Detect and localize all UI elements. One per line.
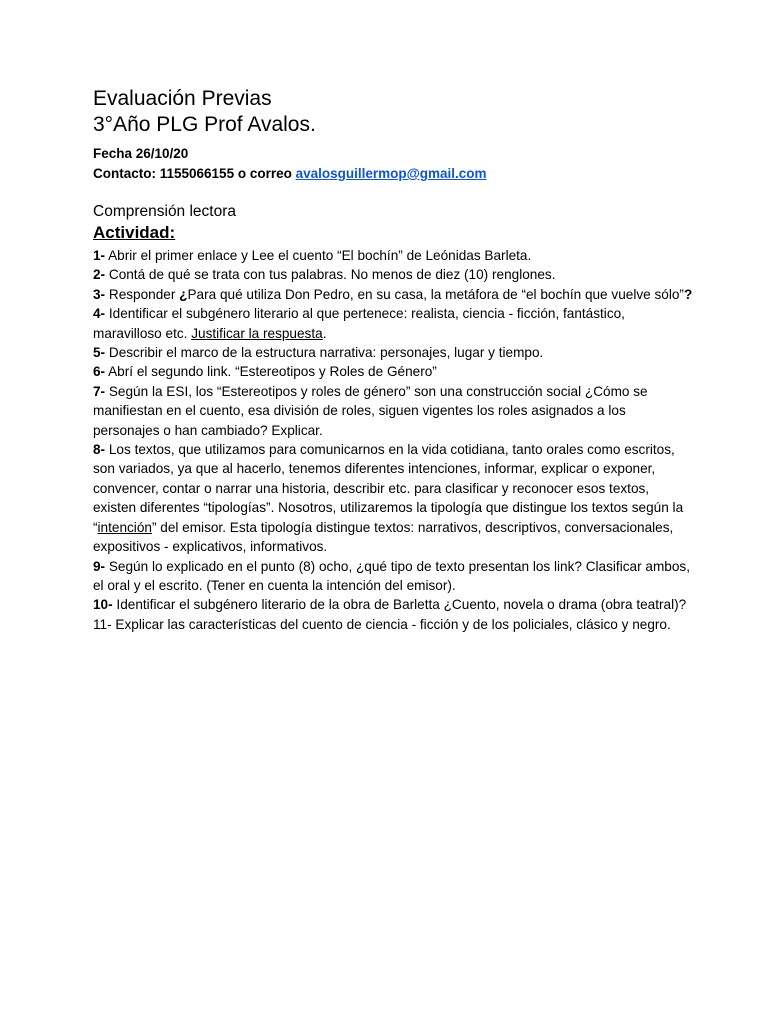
- activity-item-1: [93, 246, 693, 265]
- date-line: Fecha 26/10/20: [93, 146, 189, 161]
- item-text: Abrí el segundo link. “Estereotipos y Roles de Género”: [105, 364, 437, 380]
- activity-item-8: [93, 440, 693, 556]
- activity-item-4: [93, 304, 693, 343]
- contact-email-link[interactable]: avalosguillermop@gmail.com: [295, 166, 487, 181]
- item-text: Describir el marco de la estructura narrativa: personajes, lugar y tiempo.: [105, 345, 544, 361]
- item-number: 2-: [93, 267, 106, 283]
- item-text: Los textos, que utilizamos para comunicarnos en la vida cotidiana, tanto orales como escritos, son variados, ya que al hacerlo, tenemos diferentes intenciones, informar, explicar o exponer, convencer, contar o narrar una historia, describir etc. para clasificar y reconocer esos textos, existen diferentes “tipologías”. Nosotros, utilizaremos la tipología que distingue los textos según la “: [93, 442, 684, 535]
- item-text-end: .: [322, 325, 327, 341]
- item-underlined-text: Justificar la respuesta: [191, 325, 323, 341]
- item-number: 5-: [93, 345, 106, 361]
- item-text: Identificar el subgénero literario de la obra de Barletta ¿Cuento, novela o drama (obra teatral)?: [112, 597, 687, 613]
- item-number: 1-: [93, 248, 106, 263]
- contact-line: [93, 164, 693, 184]
- item-number: 7-: [93, 383, 106, 399]
- item-text-pre: Responder: [105, 286, 180, 302]
- section-title: Actividad:: [93, 223, 176, 242]
- document-subtitle: 3°Año PLG Prof Avalos.: [93, 113, 316, 136]
- item-number: 6-: [93, 364, 106, 380]
- item-text: Contá de qué se trata con tus palabras. No menos de diez (10) renglones.: [105, 267, 556, 283]
- activity-item-10: [93, 595, 693, 614]
- item-text: Identificar el subgénero literario al que pertenece: realista, ciencia - ficción, fantástico, maravilloso etc.: [93, 306, 625, 341]
- activity-item-9: [93, 557, 693, 596]
- activity-item-2: [93, 265, 693, 284]
- item-underlined-text: intención: [97, 519, 152, 535]
- item-text: 11- Explicar las características del cuento de ciencia - ficción y de los policiales, clásico y negro.: [93, 616, 671, 632]
- activity-list: [93, 246, 693, 634]
- activity-item-11: [93, 615, 693, 634]
- item-number: 10-: [93, 597, 113, 613]
- activity-item-6: [93, 362, 693, 381]
- item-number: 8-: [93, 442, 106, 458]
- activity-item-7: [93, 382, 693, 440]
- item-number: 3-: [93, 286, 106, 302]
- item-text: Para qué utiliza Don Pedro, en su casa, la metáfora de “el bochín que vuelve sólo”: [187, 286, 684, 302]
- item-text: Según lo explicado en el punto (8) ocho, ¿qué tipo de texto presentan los link? Clasificar ambos, el oral y el escrito. (Tener en cuenta la intención del emisor).: [93, 558, 690, 593]
- activity-item-3: [93, 285, 693, 304]
- item-number: 9-: [93, 558, 106, 574]
- question-open-mark: ¿: [179, 286, 188, 302]
- document-title: Evaluación Previas: [93, 87, 272, 110]
- contact-prefix: Contacto: 1155066155 o correo: [93, 166, 296, 181]
- item-text: Abrir el primer enlace y Lee el cuento “El bochín” de Leónidas Barleta.: [105, 248, 532, 263]
- item-text-end: ” del emisor. Esta tipología distingue textos: narrativos, descriptivos, conversacionales, expositivos - explicativos, informativos.: [93, 519, 674, 555]
- activity-item-5: [93, 343, 693, 362]
- section-subtitle: Comprensión lectora: [93, 203, 237, 220]
- question-close-mark: ?: [683, 286, 693, 302]
- document-page: [93, 86, 693, 634]
- item-number: 4-: [93, 306, 106, 322]
- item-text: Según la ESI, los “Estereotipos y roles de género” son una construcción social ¿Cómo se manifiestan en el cuento, esa división de roles, siguen vigentes los roles asignados a los personajes o han cambiado? Explicar.: [93, 383, 648, 438]
